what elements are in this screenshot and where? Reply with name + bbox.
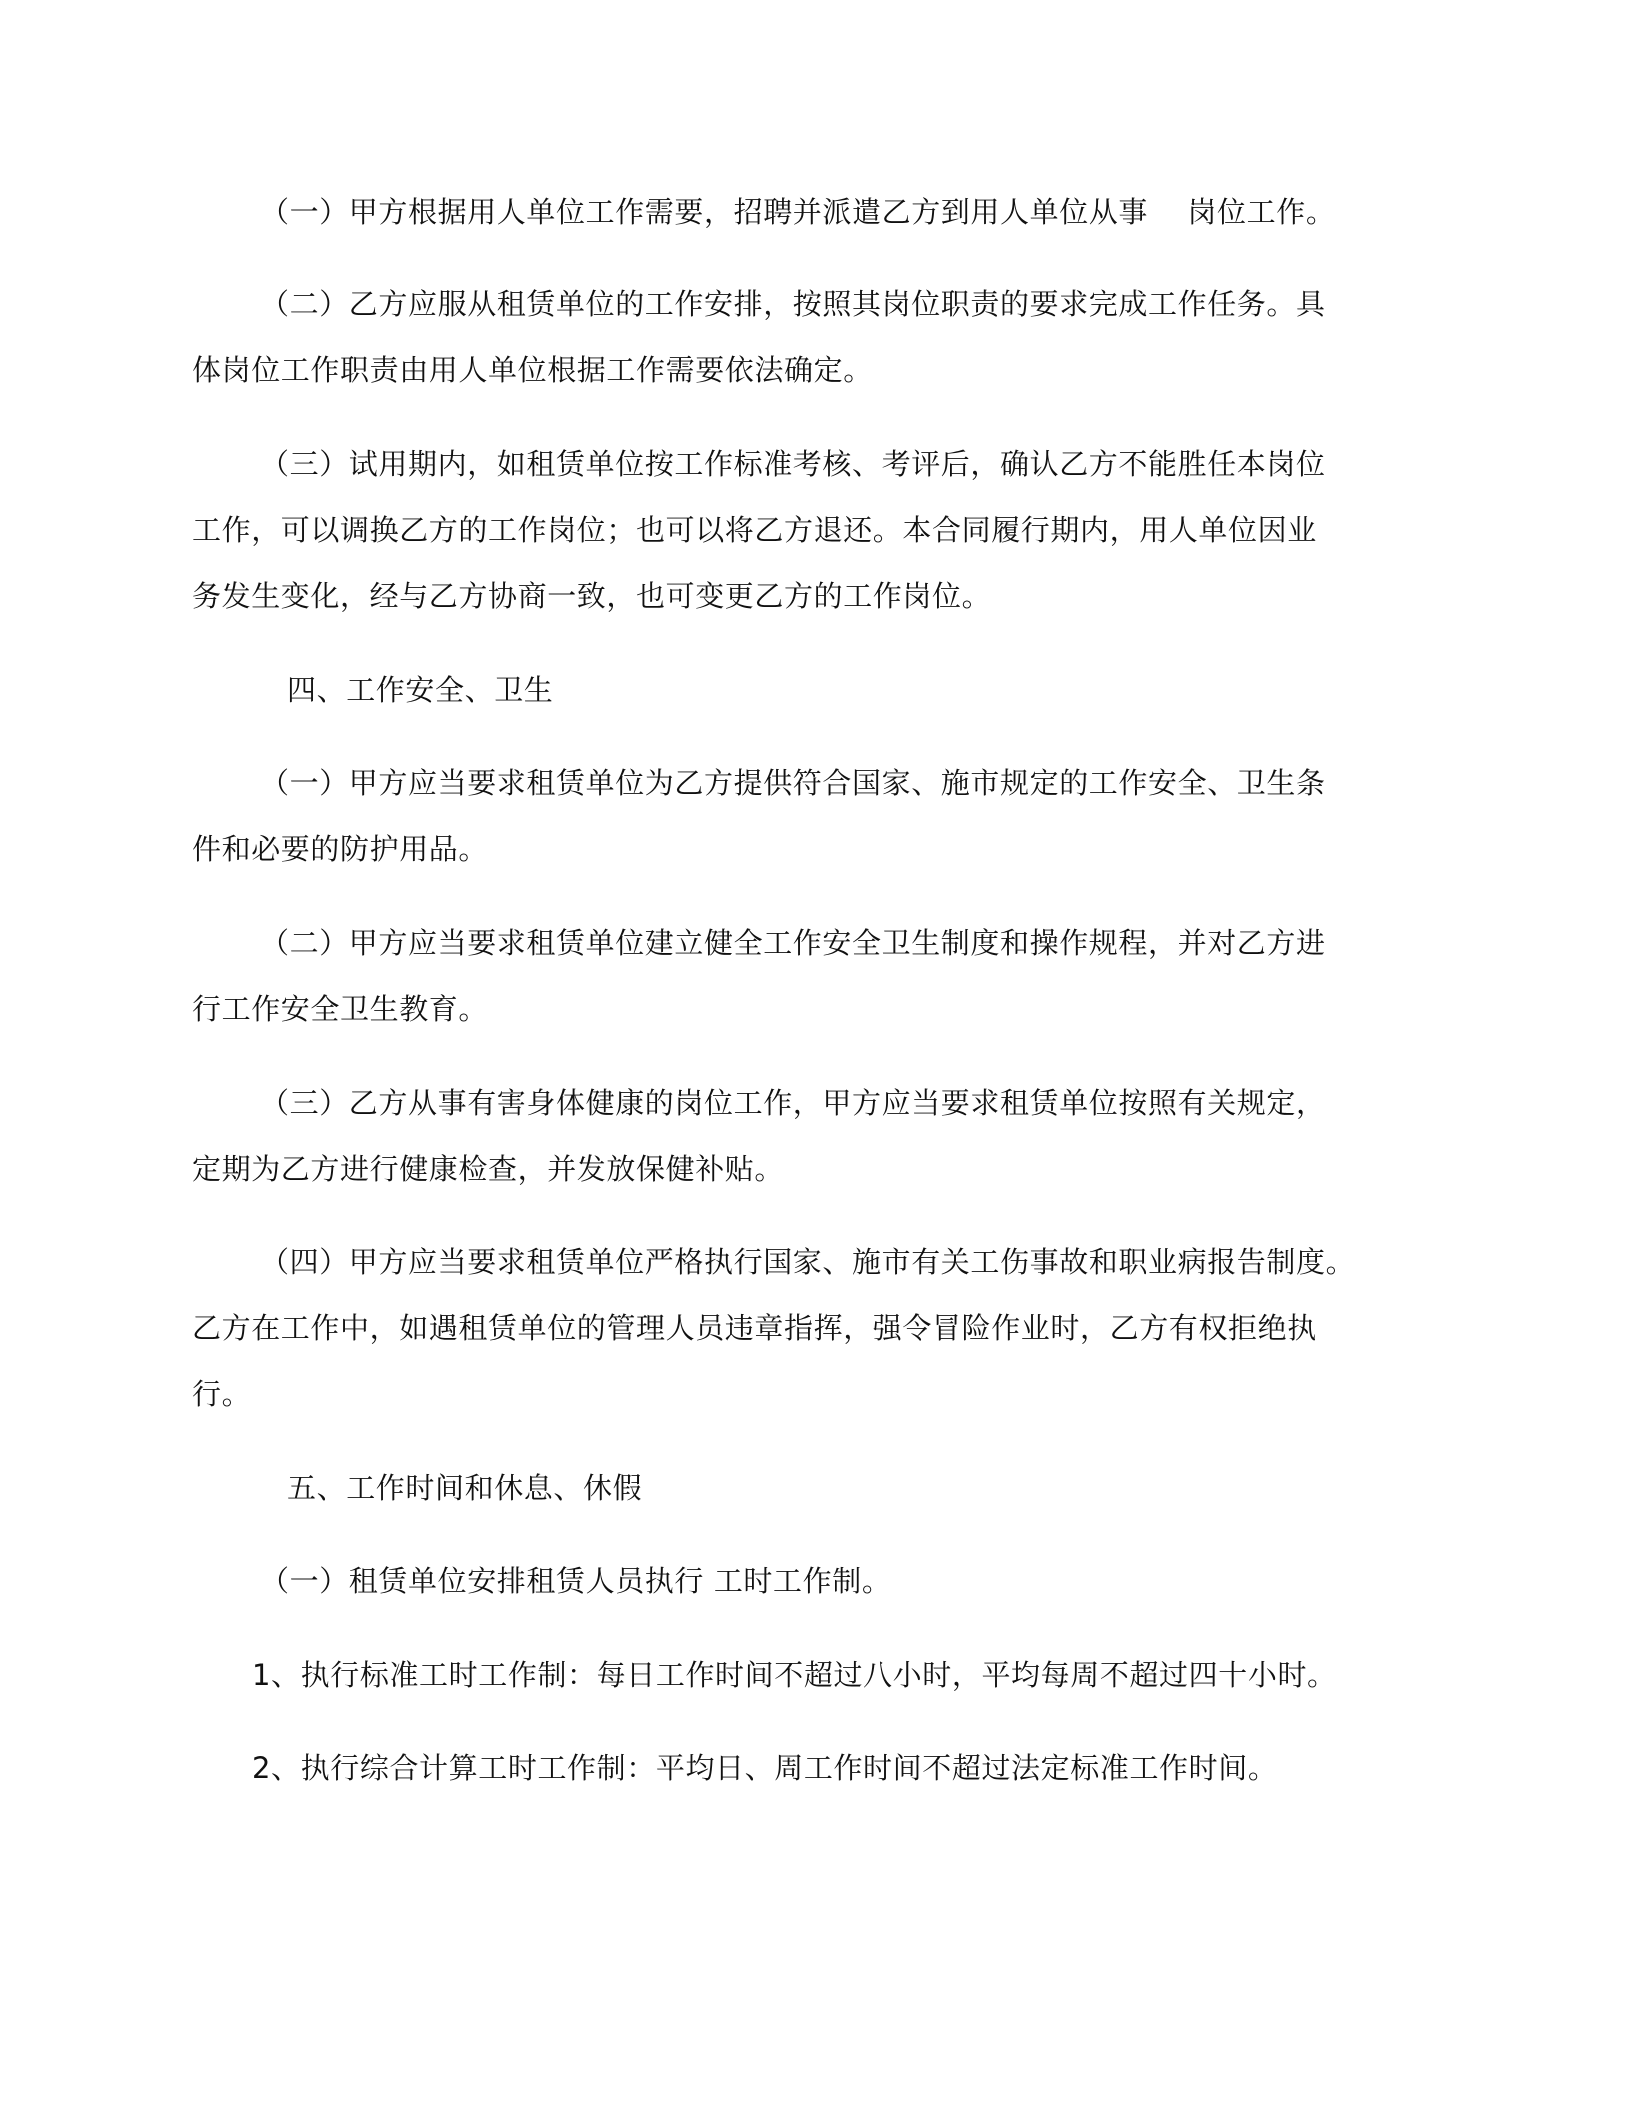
paragraph-line: 务发生变化，经与乙方协商一致，也可变更乙方的工作岗位。 — [192, 579, 992, 613]
paragraph-line: （四）甲方应当要求租赁单位严格执行国家、施市有关工伤事故和职业病报告制度。 — [260, 1245, 1356, 1279]
paragraph-line: （三）乙方从事有害身体健康的岗位工作，甲方应当要求租赁单位按照有关规定， — [260, 1086, 1326, 1120]
paragraph-line: 工作，可以调换乙方的工作岗位；也可以将乙方退还。本合同履行期内，用人单位因业 — [192, 513, 1317, 547]
paragraph-line: （一）甲方根据用人单位工作需要，招聘并派遣乙方到用人单位从事 岗位工作。 — [260, 195, 1336, 229]
section-heading: 四、工作安全、卫生 — [287, 673, 554, 707]
paragraph-line: （一）甲方应当要求租赁单位为乙方提供符合国家、施市规定的工作安全、卫生条 — [260, 766, 1326, 800]
paragraph-line: 行工作安全卫生教育。 — [192, 992, 489, 1026]
paragraph-line: （一）租赁单位安排租赁人员执行 工时工作制。 — [260, 1564, 892, 1598]
paragraph-line: （二）甲方应当要求租赁单位建立健全工作安全卫生制度和操作规程，并对乙方进 — [260, 926, 1326, 960]
section-heading: 五、工作时间和休息、休假 — [287, 1471, 643, 1505]
list-item: 2、执行综合计算工时工作制：平均日、周工作时间不超过法定标准工作时间。 — [252, 1751, 1278, 1785]
paragraph-line: 乙方在工作中，如遇租赁单位的管理人员违章指挥，强令冒险作业时，乙方有权拒绝执 — [192, 1311, 1317, 1345]
paragraph-line: 行。 — [192, 1377, 252, 1411]
paragraph-line: （二）乙方应服从租赁单位的工作安排，按照其岗位职责的要求完成工作任务。具 — [260, 287, 1326, 321]
list-item: 1、执行标准工时工作制：每日工作时间不超过八小时，平均每周不超过四十小时。 — [252, 1658, 1337, 1692]
paragraph-line: 件和必要的防护用品。 — [192, 832, 489, 866]
paragraph-line: 定期为乙方进行健康检查，并发放保健补贴。 — [192, 1152, 785, 1186]
paragraph-line: 体岗位工作职责由用人单位根据工作需要依法确定。 — [192, 353, 873, 387]
paragraph-line: （三）试用期内，如租赁单位按工作标准考核、考评后，确认乙方不能胜任本岗位 — [260, 447, 1326, 481]
